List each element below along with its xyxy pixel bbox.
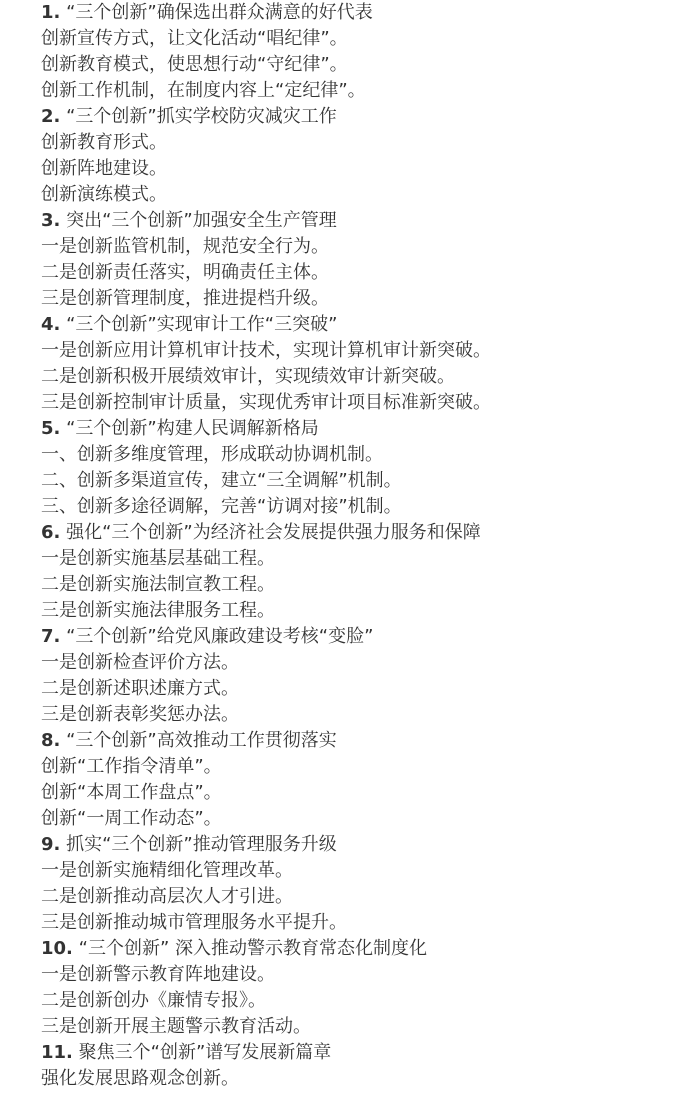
document-body (41, 0, 681, 1092)
list-item: 三是创新表彰奖惩办法。 (41, 704, 239, 725)
section-title: “三个创新”构建人民调解新格局 (66, 418, 319, 439)
section-number: 6. (41, 522, 61, 543)
section-title: “三个创新”给党风廉政建设考核“变脸” (66, 626, 374, 647)
list-item: 一是创新应用计算机审计技术，实现计算机审计新突破。 (41, 340, 491, 361)
section-heading (41, 520, 681, 546)
section-heading (41, 1040, 681, 1066)
section-heading (41, 936, 681, 962)
list-item: 三是创新控制审计质量，实现优秀审计项目标准新突破。 (41, 392, 491, 413)
list-item: 二是创新创办《廉情专报》。 (41, 990, 266, 1011)
list-item: 创新教育模式，使思想行动“守纪律”。 (41, 54, 348, 75)
section-title: 聚焦三个“创新”谱写发展新篇章 (78, 1042, 332, 1063)
list-item: 创新演练模式。 (41, 184, 167, 205)
section-heading (41, 416, 681, 442)
list-item: 三是创新管理制度，推进提档升级。 (41, 288, 329, 309)
list-item: 一是创新检查评价方法。 (41, 652, 239, 673)
section-number: 7. (41, 626, 61, 647)
section-heading (41, 0, 681, 26)
section-heading (41, 832, 681, 858)
list-item: 创新阵地建设。 (41, 158, 167, 179)
section-heading (41, 312, 681, 338)
list-item: 创新“一周工作动态”。 (41, 808, 222, 829)
list-item: 二是创新述职述廉方式。 (41, 678, 239, 699)
section-title: 突出“三个创新”加强安全生产管理 (66, 210, 337, 231)
section-heading (41, 624, 681, 650)
section-title: “三个创新”确保选出群众满意的好代表 (66, 2, 373, 23)
list-item: 三是创新实施法律服务工程。 (41, 600, 275, 621)
section-title: 强化“三个创新”为经济社会发展提供强力服务和保障 (66, 522, 481, 543)
list-item: 二是创新积极开展绩效审计，实现绩效审计新突破。 (41, 366, 455, 387)
list-item: 二是创新责任落实，明确责任主体。 (41, 262, 329, 283)
section-title: “三个创新”实现审计工作“三突破” (66, 314, 338, 335)
section-number: 3. (41, 210, 61, 231)
section-title: “三个创新”抓实学校防灾减灾工作 (66, 106, 337, 127)
list-item: 创新宣传方式，让文化活动“唱纪律”。 (41, 28, 348, 49)
list-item: 创新“本周工作盘点”。 (41, 782, 222, 803)
section-number: 11. (41, 1042, 73, 1063)
list-item: 一、创新多维度管理，形成联动协调机制。 (41, 444, 383, 465)
list-item: 创新工作机制，在制度内容上“定纪律”。 (41, 80, 366, 101)
list-item: 创新教育形式。 (41, 132, 167, 153)
section-heading (41, 728, 681, 754)
section-number: 1. (41, 2, 61, 23)
list-item: 三、创新多途径调解，完善“访调对接”机制。 (41, 496, 402, 517)
list-item: 一是创新实施精细化管理改革。 (41, 860, 293, 881)
list-item: 三是创新推动城市管理服务水平提升。 (41, 912, 347, 933)
list-item: 三是创新开展主题警示教育活动。 (41, 1016, 311, 1037)
section-title: 抓实“三个创新”推动管理服务升级 (66, 834, 337, 855)
section-number: 9. (41, 834, 61, 855)
section-number: 5. (41, 418, 61, 439)
section-heading (41, 208, 681, 234)
section-heading (41, 104, 681, 130)
list-item: 一是创新实施基层基础工程。 (41, 548, 275, 569)
list-item: 二是创新推动高层次人才引进。 (41, 886, 293, 907)
section-number: 2. (41, 106, 61, 127)
section-title: “三个创新”高效推动工作贯彻落实 (66, 730, 337, 751)
list-item: 二、创新多渠道宣传，建立“三全调解”机制。 (41, 470, 402, 491)
list-item: 强化发展思路观念创新。 (41, 1068, 239, 1089)
list-item: 一是创新警示教育阵地建设。 (41, 964, 275, 985)
section-number: 4. (41, 314, 61, 335)
list-item: 二是创新实施法制宣教工程。 (41, 574, 275, 595)
list-item: 创新“工作指令清单”。 (41, 756, 222, 777)
section-number: 10. (41, 938, 73, 959)
list-item: 一是创新监管机制，规范安全行为。 (41, 236, 329, 257)
section-number: 8. (41, 730, 61, 751)
section-title: “三个创新” 深入推动警示教育常态化制度化 (78, 938, 427, 959)
